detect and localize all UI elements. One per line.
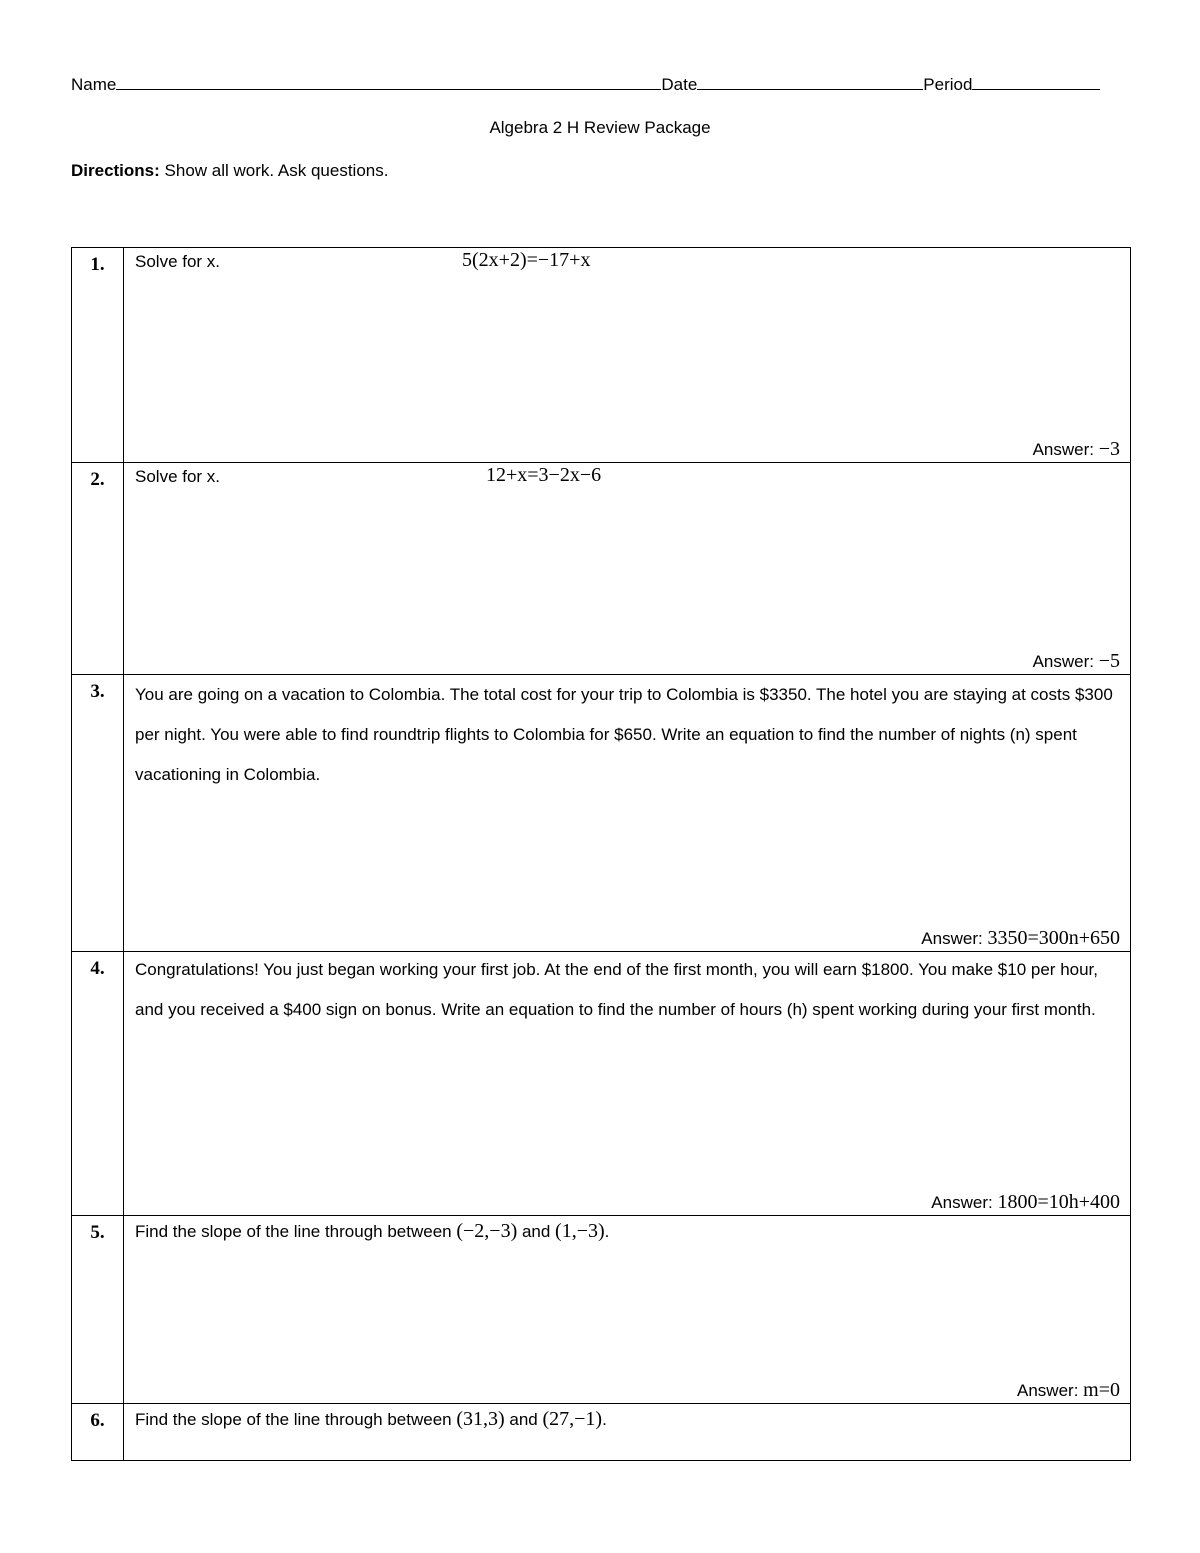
question-cell [124, 1404, 1131, 1461]
question-text: . [602, 1410, 607, 1429]
question-equation: 12+x=3−2x−6 [486, 464, 602, 486]
question-cell [124, 675, 1131, 952]
question-number: 6. [72, 1404, 124, 1461]
question-number: 3. [72, 675, 124, 952]
answer-label: Answer: [1032, 440, 1099, 459]
answer-label: Answer: [1017, 1381, 1084, 1400]
question-text: Find the slope of the line through between [135, 1222, 457, 1241]
name-field[interactable] [116, 74, 661, 90]
answer-value: 3350=300n+650 [987, 927, 1120, 949]
question-cell [124, 463, 1131, 675]
question-row [72, 248, 1131, 463]
question-text: Find the slope of the line through between [135, 1410, 457, 1429]
answer [931, 1191, 1120, 1214]
question-text: You are going on a vacation to Colombia. The total cost for your trip to Colombia is $3350. The hotel you are staying at costs $300 per night. You were able to find roundtrip flights to Colombia for $650. Write an equation to find the number of nights (n) spent vacationing in Colombia. [135, 685, 1113, 784]
period-field[interactable] [972, 74, 1100, 90]
directions-label: Directions: [71, 161, 160, 180]
header-line [71, 74, 1123, 98]
question-row [72, 463, 1131, 675]
point-1: (−2,−3) [456, 1220, 518, 1242]
question-number: 5. [72, 1216, 124, 1404]
question-cell [124, 952, 1131, 1216]
answer-label: Answer: [931, 1193, 998, 1212]
question-cell [124, 248, 1131, 463]
question-text: Congratulations! You just began working your first job. At the end of the first month, you will earn $1800. You make $10 per hour, and you received a $400 sign on bonus. Write an equation to find the number of hours (h) spent working during your first month. [135, 960, 1098, 1019]
answer-value: 1800=10h+400 [997, 1191, 1120, 1213]
question-prompt: Solve for x. [135, 252, 221, 271]
question-prompt: Solve for x. [135, 467, 221, 486]
answer [921, 927, 1120, 950]
question-number: 1. [72, 248, 124, 463]
date-field[interactable] [697, 74, 923, 90]
question-table [71, 247, 1131, 1461]
question-text: . [604, 1222, 610, 1241]
point-1: (31,3) [456, 1408, 505, 1430]
question-row [72, 1404, 1131, 1461]
answer [1033, 650, 1120, 673]
period-label: Period [923, 75, 973, 94]
page-title: Algebra 2 H Review Package [489, 118, 711, 137]
date-label: Date [661, 75, 698, 94]
question-row [72, 675, 1131, 952]
answer-value: m=0 [1083, 1379, 1120, 1401]
answer-value: −5 [1098, 650, 1120, 672]
question-equation: 5(2x+2)=−17+x [462, 249, 591, 271]
answer-label: Answer: [1032, 652, 1099, 671]
directions [71, 161, 388, 181]
question-number: 4. [72, 952, 124, 1216]
directions-text: Show all work. Ask questions. [159, 161, 389, 180]
question-text: and [504, 1410, 543, 1429]
question-cell [124, 1216, 1131, 1404]
answer [1033, 438, 1120, 461]
answer [1017, 1379, 1120, 1402]
answer-value: −3 [1098, 438, 1120, 460]
point-2: (1,−3) [555, 1220, 605, 1242]
point-2: (27,−1) [542, 1408, 603, 1430]
question-row [72, 952, 1131, 1216]
question-row [72, 1216, 1131, 1404]
name-label: Name [71, 75, 117, 94]
question-number: 2. [72, 463, 124, 675]
answer-label: Answer: [921, 929, 988, 948]
question-text: and [517, 1222, 556, 1241]
